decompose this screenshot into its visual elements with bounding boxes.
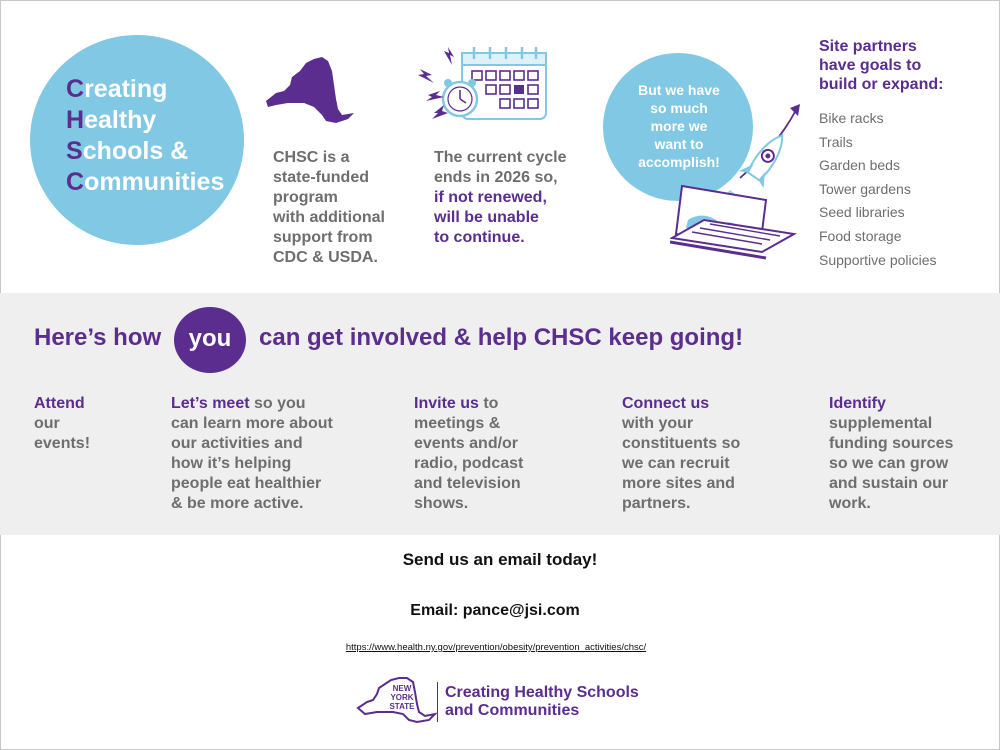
- new-york-state-map-icon: [262, 55, 357, 130]
- list-item: Seed libraries: [819, 204, 905, 221]
- headline-after: can get involved & help CHSC keep going!: [259, 324, 744, 351]
- logo-state-line: NEW: [392, 684, 412, 693]
- logo-state-line: YORK: [390, 693, 414, 702]
- program-url-link[interactable]: https://www.health.ny.gov/prevention/obesity/prevention_activities/chsc/: [345, 642, 647, 653]
- cycle-text: The current cycle ends in 2026 so, if not renewed, will be unable to continue.: [434, 149, 567, 246]
- chsc-title: [66, 74, 224, 198]
- list-item: Food storage: [819, 227, 902, 244]
- calendar-alarm-clock-icon: [414, 43, 554, 128]
- accomplish-text: But we have so much more we want to accomplish!: [638, 82, 720, 170]
- partners-title: Site partners have goals to build or expand:: [819, 38, 944, 93]
- chsc-title-line: Healthy: [66, 106, 157, 134]
- partners-list: [819, 108, 937, 273]
- chsc-title-line: Creating: [66, 75, 168, 103]
- email-address[interactable]: Email: pance@jsi.com: [410, 602, 580, 619]
- action-attend: Attend our events!: [34, 395, 91, 452]
- headline-before: Here’s how: [34, 324, 162, 351]
- list-item: Supportive policies: [819, 251, 937, 268]
- email-cta: Send us an email today!: [402, 550, 598, 569]
- list-item: Bike racks: [819, 110, 884, 126]
- logo-program-name: Creating Healthy Schools and Communities: [445, 684, 639, 719]
- list-item: Garden beds: [819, 157, 900, 174]
- chsc-title-line: Schools &: [66, 137, 189, 165]
- action-invite: Invite us to meetings & events and/or radio, podcast and television shows.: [414, 395, 524, 512]
- logo-state-map-icon: [355, 676, 437, 726]
- action-meet: Let’s meet so you can learn more about our activities and how it’s helping people eat healthier & be more active.: [171, 395, 333, 512]
- funding-text: CHSC is a state-funded program with additional support from CDC & USDA.: [273, 149, 385, 266]
- action-identify: Identify supplemental funding sources so we can grow and sustain our work.: [829, 395, 954, 512]
- action-connect: Connect us with your constituents so we can recruit more sites and partners.: [622, 395, 741, 512]
- chsc-title-line: Communities: [66, 168, 225, 196]
- list-item: Tower gardens: [819, 180, 911, 197]
- logo-state-line: STATE: [389, 702, 415, 711]
- list-item: Trails: [819, 133, 853, 150]
- logo-divider: [437, 682, 438, 722]
- headline-you: you: [188, 325, 232, 352]
